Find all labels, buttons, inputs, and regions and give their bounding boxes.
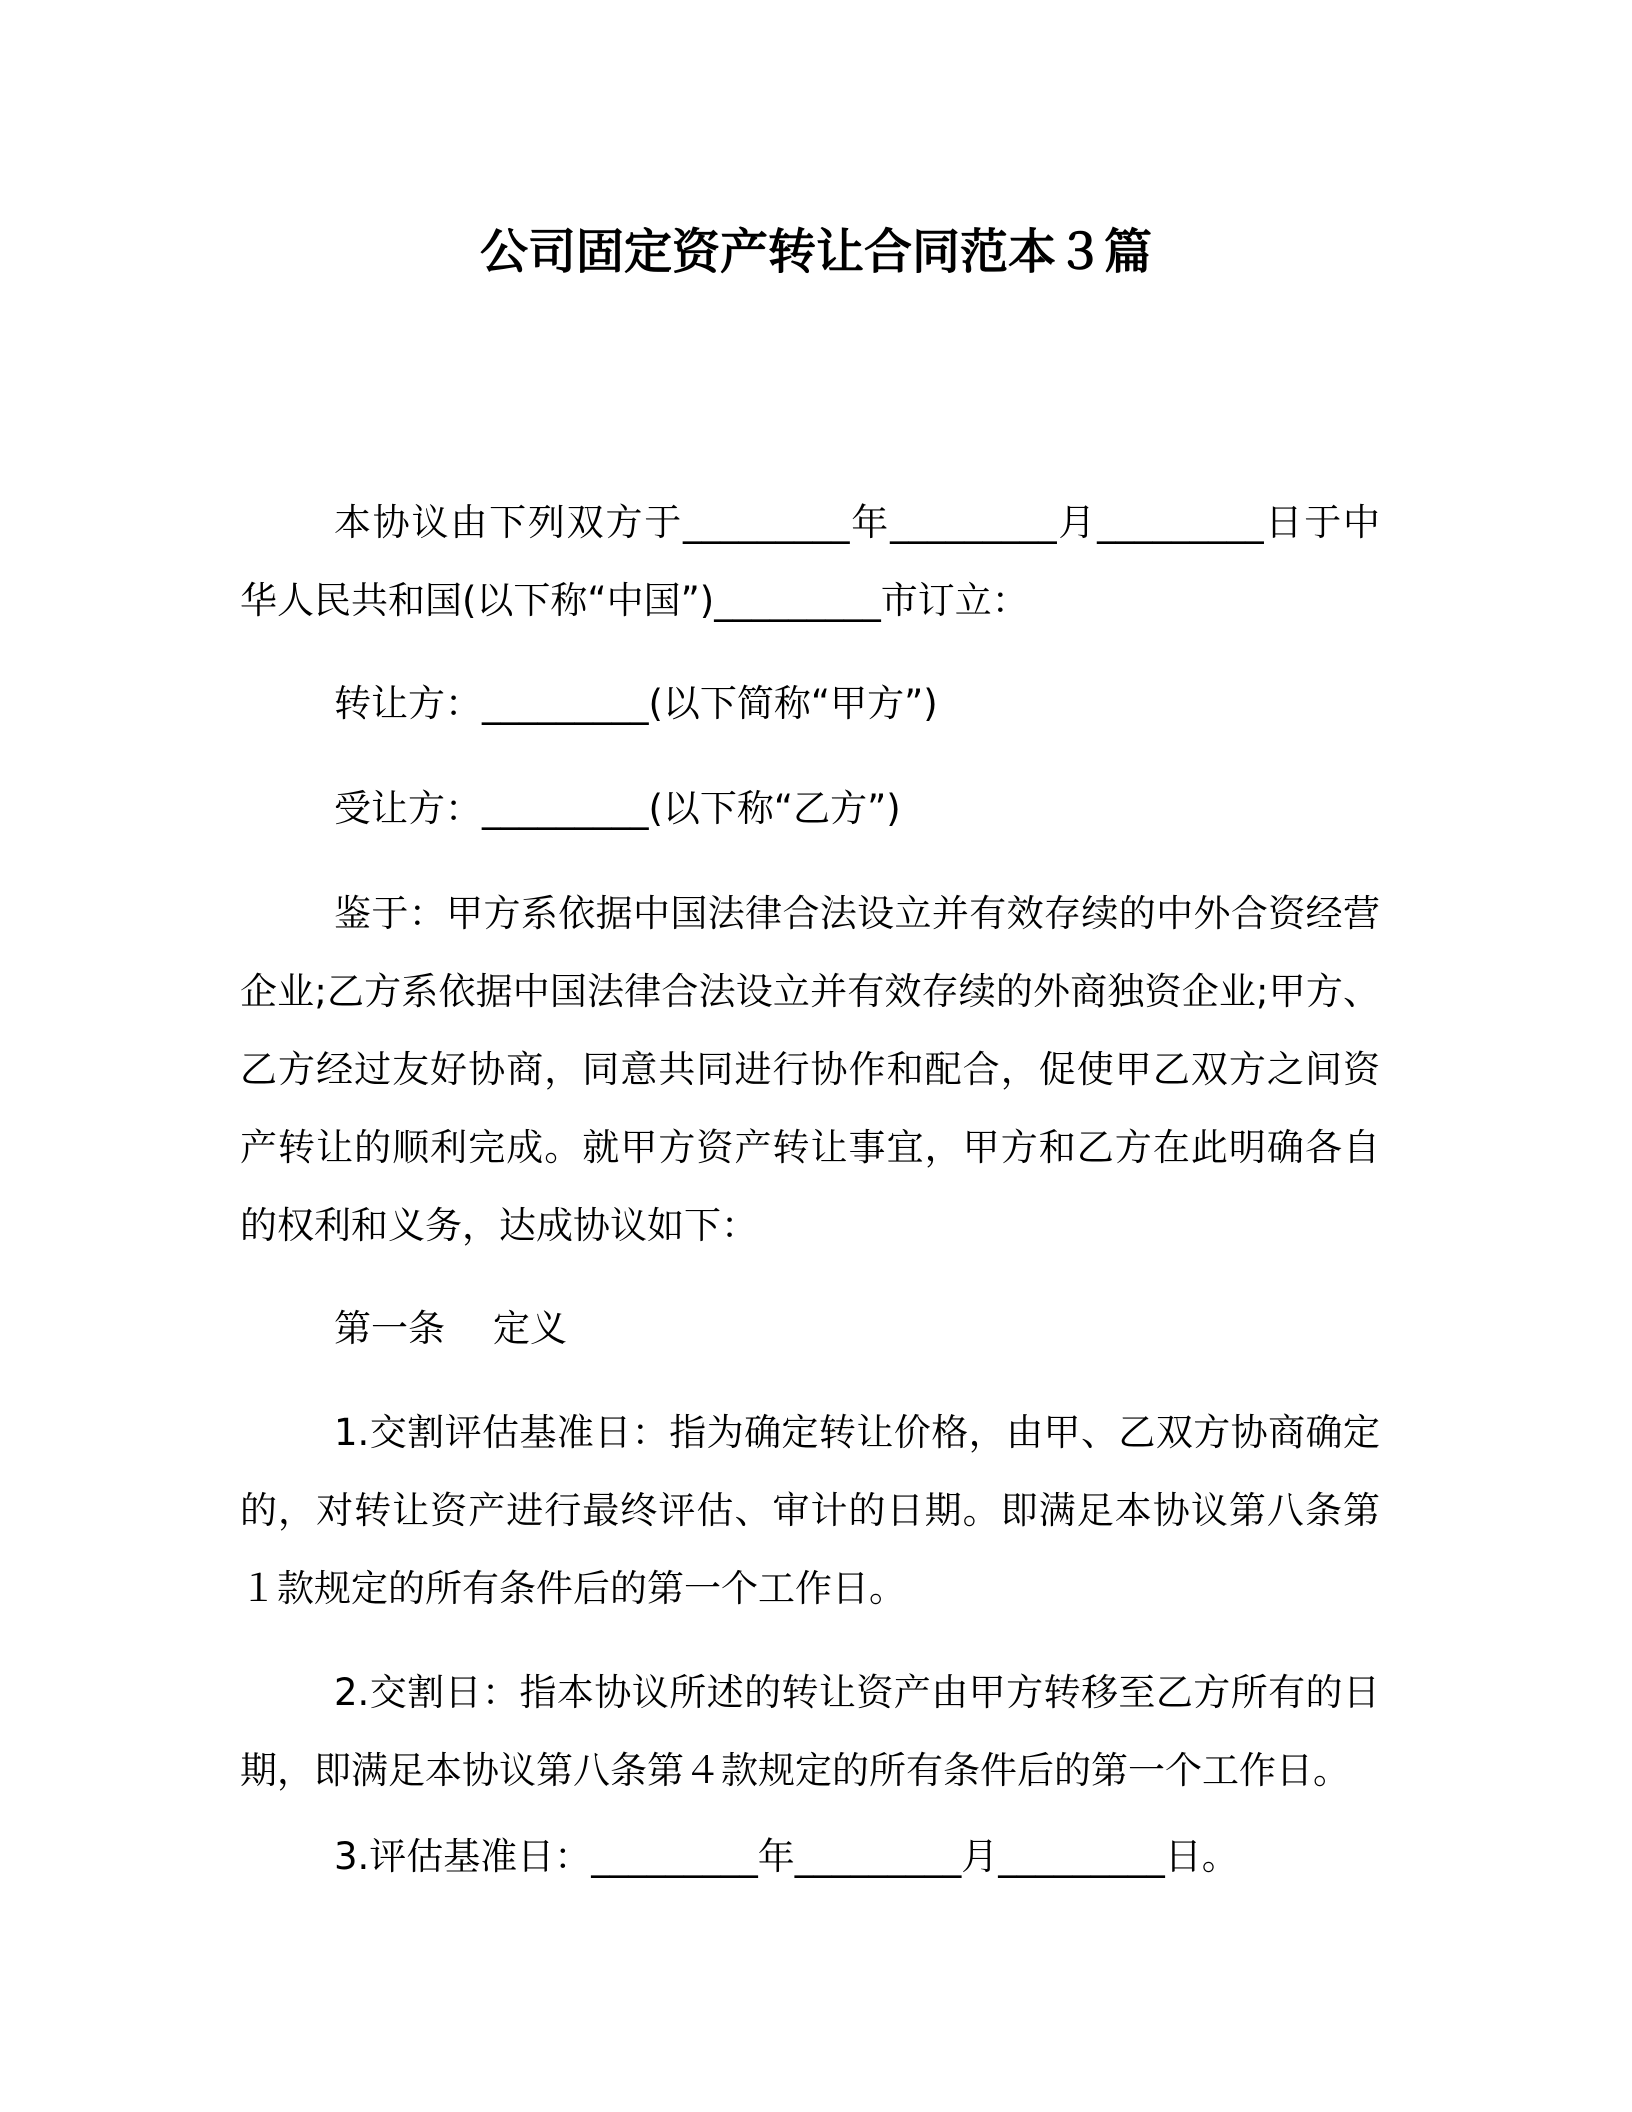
- article-name: 定义: [493, 1307, 567, 1350]
- paragraph-definition-2: 2.交割日：指本协议所述的转让资产由甲方转移至乙方所有的日期，即满足本协议第八条第４款规定的所有条件后的第一个工作日。: [240, 1671, 1380, 1792]
- paragraph-definition-3: 3.评估基准日：_________年_________月_________日。: [334, 1835, 1239, 1878]
- document-title: 公司固定资产转让合同范本３篇: [479, 224, 1152, 280]
- paragraph-transferee: 受让方：_________(以下称“乙方”): [334, 787, 901, 830]
- paragraph-agreement-intro: 本协议由下列双方于_________年_________月_________日于中华人民共和国(以下称“中国”)_________市订立：: [240, 501, 1380, 622]
- definition-3: [240, 1818, 1380, 1896]
- preamble-paragraph: [240, 484, 1380, 640]
- article-heading: [240, 1290, 1380, 1368]
- transferor-line: [240, 665, 1380, 743]
- definition-1: [240, 1394, 1380, 1628]
- paragraph-transferor: 转让方：_________(以下简称“甲方”): [334, 682, 938, 725]
- article-number: 第一条: [334, 1307, 445, 1350]
- whereas-block: [240, 875, 1380, 1265]
- transferee-line: [240, 770, 1380, 848]
- paragraph-whereas: 鉴于：甲方系依据中国法律合法设立并有效存续的中外合资经营企业;乙方系依据中国法律合法设立并有效存续的外商独资企业;甲方、乙方经过友好协商，同意共同进行协作和配合，促使甲乙双方之间资产转让的顺利完成。就甲方资产转让事宜，甲方和乙方在此明确各自的权利和义务，达成协议如下：: [240, 892, 1380, 1247]
- definition-2: [240, 1654, 1380, 1810]
- paragraph-definition-1: 1.交割评估基准日：指为确定转让价格，由甲、乙双方协商确定的，对转让资产进行最终评估、审计的日期。即满足本协议第八条第１款规定的所有条件后的第一个工作日。: [240, 1411, 1380, 1610]
